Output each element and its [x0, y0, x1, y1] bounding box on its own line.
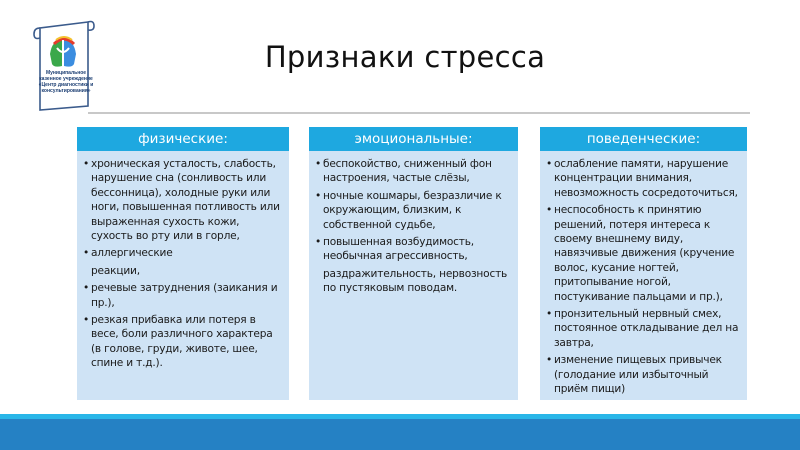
organization-logo [30, 14, 98, 114]
bullet-icon: • [83, 158, 90, 170]
column-header: эмоциональные: [309, 127, 518, 151]
bullet-icon: • [546, 354, 553, 367]
list-item: • ослабление памяти, нарушение концентрации внимания, невозможность сосредоточиться, [546, 158, 738, 199]
list-item: • неспособность к принятию решений, потеря интереса к своему внешнему виду, навязчивые движения (кручение волос, кусание ногтей, притопывание ногой, постукивание пальцами и пр.), [546, 204, 735, 303]
bullet-icon: • [83, 282, 90, 295]
bullet-icon: • [83, 247, 90, 260]
list-item: • изменение пищевых привычек (голодание или избыточный приём пищи) [546, 354, 722, 396]
bullet-icon: • [315, 158, 322, 170]
list-item: • беспокойство, сниженный фон настроения, частые слёзы, [315, 158, 492, 185]
list-item: • ночные кошмары, безразличие к окружающим, близким, к собственной судьбе, [315, 189, 502, 231]
bullet-icon: • [546, 158, 553, 170]
column-emotional [309, 127, 518, 400]
footer-bar [0, 419, 800, 450]
list-item: • аллергические [83, 247, 173, 260]
scroll-logo-icon [30, 14, 98, 114]
list-item: • речевые затруднения (заикания и пр.), [83, 282, 278, 309]
column-header: поведенческие: [540, 127, 747, 151]
bullet-icon: • [83, 314, 90, 327]
column-behavioral [540, 127, 747, 400]
list-item: • резкая прибавка или потеря в весе, боли различного характера (в голове, груди, животе, шее, спине и т.д.). [83, 314, 273, 370]
page-title: Признаки стресса [264, 40, 546, 74]
list-item-continuation: реакции, [91, 264, 140, 277]
list-item: • хроническая усталость, слабость, нарушение сна (сонливость или бессонница), холодные руки или ноги, повышенная потливость или выраженная сухость кожи, сухость во рту или в горле, [83, 158, 280, 243]
list-item: • пронзительный нервный смех, постоянное откладывание дел на завтра, [546, 308, 739, 349]
bullet-icon: • [315, 189, 322, 202]
bullet-icon: • [546, 204, 553, 217]
column-header: физические: [77, 127, 289, 151]
list-item-continuation: раздражительность, нервозность по пустяковым поводам. [323, 267, 508, 295]
organization-name: Муниципальное казенное учреждение «Центр диагностики и консультирования» [38, 70, 94, 94]
bullet-icon: • [546, 308, 553, 321]
list-item: • повышенная возбудимость, необычная агрессивность, [315, 236, 474, 263]
title-divider [88, 112, 750, 114]
bullet-icon: • [315, 236, 322, 249]
column-physical [77, 127, 289, 400]
